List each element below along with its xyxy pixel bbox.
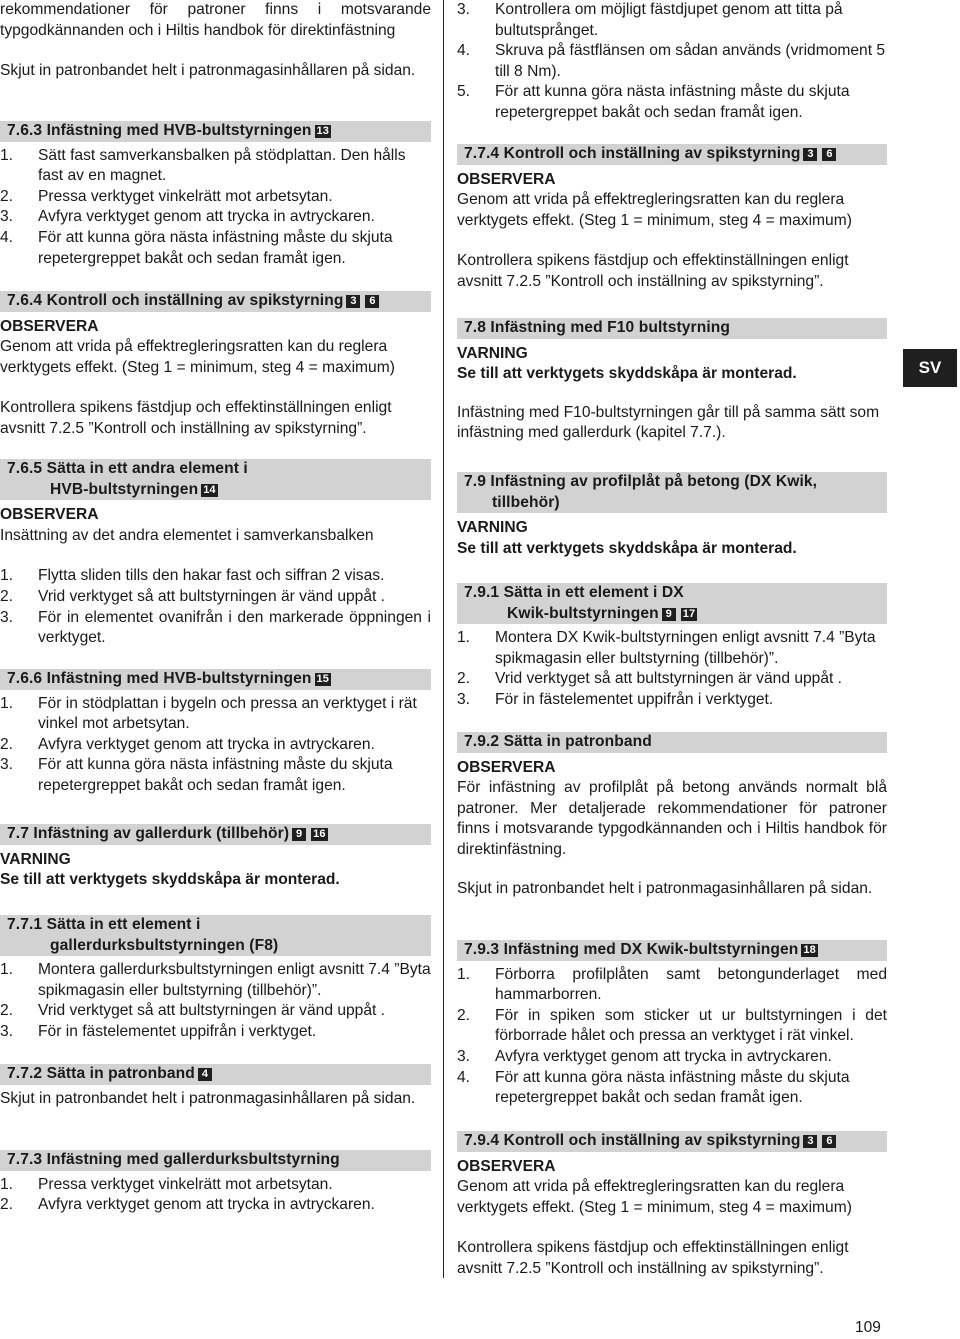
figure-ref: 6 bbox=[822, 1135, 836, 1148]
list-item: 2. Avfyra verktyget genom att trycka in avtryckaren. bbox=[0, 1196, 375, 1214]
warning-text: Se till att verktygets skyddskåpa är monterad. bbox=[457, 539, 797, 557]
intro-paragraph: rekommendationer för patroner finns i motsvarande typgodkännanden och i Hiltis handbok för direktinfästning bbox=[0, 1, 431, 39]
figure-ref: 13 bbox=[316, 125, 329, 137]
figure-ref: 3 bbox=[346, 295, 360, 308]
list-item: 1. Förborra profilplåten samt betongunderlaget med hammarborren. bbox=[457, 965, 887, 1004]
section-heading: 7.6.5 Sätta in ett andra element i HVB-bultstyrningen 14 bbox=[0, 459, 431, 500]
section-7-9-1 bbox=[457, 583, 887, 711]
list-item: 2. Vrid verktyget så att bultstyrningen är vänd uppåt . bbox=[457, 670, 843, 688]
figure-ref: 15 bbox=[316, 673, 329, 685]
notice-label: OBSERVERA bbox=[457, 758, 556, 776]
figure-ref: 14 bbox=[203, 483, 216, 496]
section-7-6-4 bbox=[0, 291, 431, 440]
section-heading: 7.9.3 Infästning med DX Kwik-bultstyrningen 18 bbox=[457, 940, 887, 961]
paragraph: Kontrollera spikens fästdjup och effektinställningen enligt avsnitt 7.2.5 ”Kontroll och inställning av spikstyrning”. bbox=[457, 252, 849, 290]
section-7-9 bbox=[457, 472, 887, 559]
list-item: 4. För att kunna göra nästa infästning måste du skjuta repetergreppet bakåt och sedan framåt igen. bbox=[457, 1068, 850, 1107]
section-heading: 7.7.3 Infästning med gallerdurksbultstyrning bbox=[0, 1150, 431, 1171]
notice-text: Genom att vrida på effektregleringsratten kan du reglera verktygets effekt. (Steg 1 = minimum, steg 4 = maximum) bbox=[457, 1178, 852, 1216]
section-heading: 7.9 Infästning av profilplåt på betong (DX Kwik, tillbehör) bbox=[457, 472, 887, 513]
language-tab: SV bbox=[903, 349, 957, 387]
list-item: 1. Montera gallerdurksbultstyrningen enligt avsnitt 7.4 ”Byta spikmagasin eller bultstyrning (tillbehör)”. bbox=[0, 961, 431, 999]
section-heading: 7.7.4 Kontroll och inställning av spikstyrning 3 6 bbox=[457, 144, 887, 165]
figure-ref: 3 bbox=[803, 148, 817, 161]
page-number: 109 bbox=[855, 1319, 881, 1336]
figure-ref: 6 bbox=[365, 295, 379, 308]
list-item: 3. Kontrollera om möjligt fästdjupet genom att titta på bultutsprånget. bbox=[457, 1, 843, 39]
warning-label: VARNING bbox=[457, 519, 528, 537]
list-item: 1. Pressa verktyget vinkelrätt mot arbetsytan. bbox=[0, 1175, 333, 1193]
notice-label: OBSERVERA bbox=[0, 317, 99, 335]
paragraph: Skjut in patronbandet helt i patronmagasinhållaren på sidan. bbox=[0, 1089, 416, 1107]
list-item: 3. Avfyra verktyget genom att trycka in avtryckaren. bbox=[0, 208, 375, 226]
list-item: 3. Avfyra verktyget genom att trycka in avtryckaren. bbox=[457, 1047, 832, 1065]
paragraph: Kontrollera spikens fästdjup och effektinställningen enligt avsnitt 7.2.5 ”Kontroll och inställning av spikstyrning”. bbox=[457, 1239, 849, 1277]
warning-label: VARNING bbox=[0, 850, 71, 868]
section-7-9-3 bbox=[457, 940, 887, 1109]
section-heading: 7.7 Infästning av gallerdurk (tillbehör) 9 16 bbox=[0, 824, 431, 845]
section-heading: 7.6.4 Kontroll och inställning av spikstyrning 3 6 bbox=[0, 291, 431, 312]
figure-ref: 17 bbox=[682, 607, 696, 620]
paragraph: Skjut in patronbandet helt i patronmagasinhållaren på sidan. bbox=[457, 879, 873, 897]
section-7-9-2 bbox=[457, 732, 887, 899]
list-item: 3. För att kunna göra nästa infästning måste du skjuta repetergreppet bakåt och sedan framåt igen. bbox=[0, 756, 393, 794]
notice-label: OBSERVERA bbox=[457, 170, 556, 188]
list-item: 3. För in fästelementet uppifrån i verktyget. bbox=[0, 1022, 317, 1040]
list-item: 2. Vrid verktyget så att bultstyrningen är vänd uppåt . bbox=[0, 587, 386, 605]
section-heading: 7.8 Infästning med F10 bultstyrning bbox=[457, 318, 887, 339]
figure-ref: 18 bbox=[803, 944, 816, 956]
section-7-7 bbox=[0, 824, 431, 891]
figure-ref: 16 bbox=[313, 828, 326, 840]
list-item: 4. Skruva på fästflänsen om sådan används (vridmoment 5 till 8 Nm). bbox=[457, 42, 886, 80]
section-7-6-5 bbox=[0, 459, 431, 649]
warning-text: Se till att verktygets skyddskåpa är monterad. bbox=[0, 871, 340, 889]
paragraph: Kontrollera spikens fästdjup och effektinställningen enligt avsnitt 7.2.5 ”Kontroll och inställning av spikstyrning”. bbox=[0, 399, 392, 437]
paragraph: Infästning med F10-bultstyrningen går till på samma sätt som infästning med gallerdurk (kapitel 7.7.). bbox=[457, 403, 880, 442]
section-heading: 7.9.4 Kontroll och inställning av spikstyrning 3 6 bbox=[457, 1131, 887, 1152]
section-7-9-4 bbox=[457, 1131, 887, 1280]
section-7-7-3 bbox=[0, 1150, 431, 1216]
section-7-7-2 bbox=[0, 1064, 431, 1109]
section-heading: 7.6.3 Infästning med HVB-bultstyrningen 13 bbox=[0, 121, 431, 142]
list-item: 3. För in elementet ovanifrån i den markerade öppningen i verktyget. bbox=[0, 608, 431, 647]
section-heading: 7.7.1 Sätta in ett element i gallerdurksbultstyrningen (F8) bbox=[0, 915, 431, 956]
list-item: 1. Sätt fast samverkansbalken på stödplattan. Den hålls fast av en magnet. bbox=[0, 146, 406, 185]
notice-text: För infästning av profilplåt på betong används normalt blå patroner. Mer detaljerade rekommendationer för patroner finns i motsvarande typgodkännanden och i Hiltis handbok för direktinfästning. bbox=[457, 779, 887, 858]
figure-ref: 4 bbox=[198, 1068, 212, 1081]
continued-list bbox=[457, 0, 887, 124]
notice-label: OBSERVERA bbox=[457, 1157, 556, 1175]
notice-text: Genom att vrida på effektregleringsratten kan du reglera verktygets effekt. (Steg 1 = minimum, steg 4 = maximum) bbox=[0, 338, 395, 376]
section-heading: 7.6.6 Infästning med HVB-bultstyrningen 15 bbox=[0, 669, 431, 690]
list-item: 3. För in fästelementet uppifrån i verktyget. bbox=[457, 690, 774, 708]
list-item: 2. Vrid verktyget så att bultstyrningen är vänd uppåt . bbox=[0, 1002, 386, 1020]
list-item: 4. För att kunna göra nästa infästning måste du skjuta repetergreppet bakåt och sedan framåt igen. bbox=[0, 228, 393, 267]
column-divider bbox=[443, 0, 444, 1278]
list-item: 2. Avfyra verktyget genom att trycka in avtryckaren. bbox=[0, 735, 375, 753]
list-item: 1. För in stödplattan i bygeln och pressa an verktyget i rät vinkel mot arbetsytan. bbox=[0, 694, 417, 733]
figure-ref: 9 bbox=[292, 828, 306, 841]
section-heading: 7.7.2 Sätta in patronband 4 bbox=[0, 1064, 431, 1085]
list-item: 5. För att kunna göra nästa infästning måste du skjuta repetergreppet bakåt och sedan framåt igen. bbox=[457, 83, 850, 121]
list-item: 2. Pressa verktyget vinkelrätt mot arbetsytan. bbox=[0, 187, 333, 205]
section-7-6-3 bbox=[0, 121, 431, 269]
section-7-7-4 bbox=[457, 144, 887, 293]
list-item: 2. För in spiken som sticker ut ur bultstyrningen i det förborrade hålet och pressa an verktyget i rät vinkel. bbox=[457, 1006, 887, 1045]
section-7-7-1 bbox=[0, 915, 431, 1043]
list-item: 1. Flytta sliden tills den hakar fast och siffran 2 visas. bbox=[0, 567, 385, 585]
section-heading: 7.9.2 Sätta in patronband bbox=[457, 732, 887, 753]
warning-text: Se till att verktygets skyddskåpa är monterad. bbox=[457, 365, 797, 383]
notice-text: Genom att vrida på effektregleringsratten kan du reglera verktygets effekt. (Steg 1 = minimum, steg 4 = maximum) bbox=[457, 191, 852, 229]
figure-ref: 3 bbox=[803, 1135, 817, 1148]
figure-ref: 6 bbox=[822, 148, 836, 161]
section-7-8 bbox=[457, 318, 887, 444]
section-7-6-6 bbox=[0, 669, 431, 797]
figure-ref: 9 bbox=[662, 608, 676, 621]
notice-label: OBSERVERA bbox=[0, 506, 99, 524]
list-item: 1. Montera DX Kwik-bultstyrningen enligt avsnitt 7.4 ”Byta spikmagasin eller bultstyrning (tillbehör)”. bbox=[457, 629, 876, 667]
intro-paragraph-2: Skjut in patronbandet helt i patronmagasinhållaren på sidan. bbox=[0, 62, 416, 79]
section-heading: 7.9.1 Sätta in ett element i DX Kwik-bultstyrningen 9 17 bbox=[457, 583, 887, 624]
notice-text: Insättning av det andra elementet i samverkansbalken bbox=[0, 526, 374, 544]
warning-label: VARNING bbox=[457, 344, 528, 362]
